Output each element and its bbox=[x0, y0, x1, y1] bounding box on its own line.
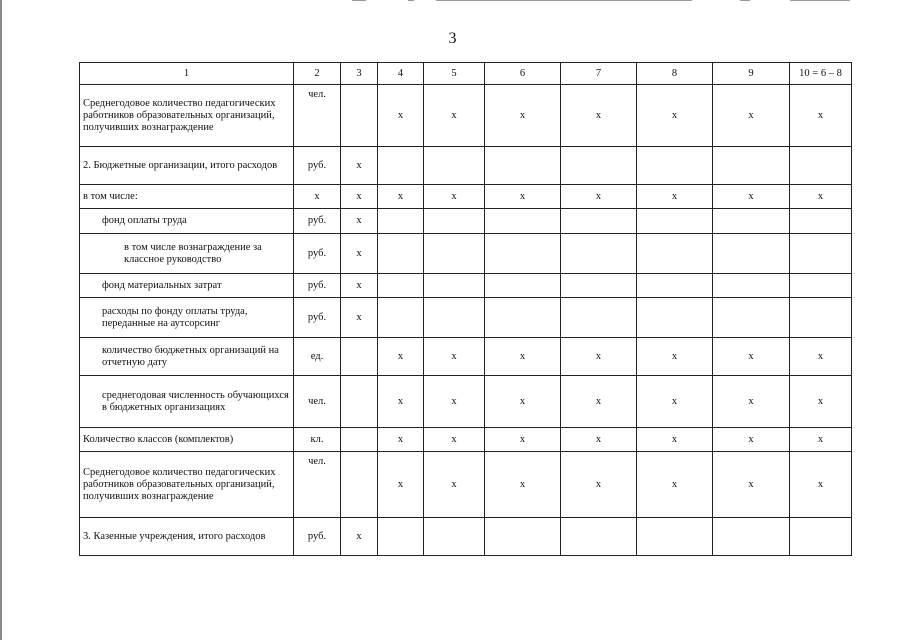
table-cell bbox=[485, 234, 561, 274]
table-cell: x bbox=[637, 185, 713, 209]
table-cell: x bbox=[341, 147, 378, 185]
table-row bbox=[80, 298, 852, 338]
table-cell: x bbox=[485, 338, 561, 376]
column-header: 4 bbox=[378, 63, 424, 85]
table-row bbox=[80, 274, 852, 298]
table-cell: x bbox=[485, 452, 561, 518]
row-unit: чел. bbox=[294, 376, 341, 428]
column-header: 6 bbox=[485, 63, 561, 85]
table-cell: x bbox=[561, 185, 637, 209]
table-cell: x bbox=[341, 274, 378, 298]
table-row bbox=[80, 234, 852, 274]
table-cell: x bbox=[637, 452, 713, 518]
row-label: фонд материальных затрат bbox=[80, 274, 294, 298]
table-cell: x bbox=[561, 452, 637, 518]
table-cell bbox=[790, 298, 852, 338]
table-cell: x bbox=[790, 428, 852, 452]
table-cell: x bbox=[561, 376, 637, 428]
column-header: 2 bbox=[294, 63, 341, 85]
table-cell bbox=[341, 376, 378, 428]
table-cell: x bbox=[713, 452, 790, 518]
table-cell bbox=[790, 274, 852, 298]
table-cell: x bbox=[790, 452, 852, 518]
table-cell bbox=[378, 234, 424, 274]
row-label: 3. Казенные учреждения, итого расходов bbox=[80, 518, 294, 556]
table-cell bbox=[424, 298, 485, 338]
table-cell bbox=[485, 209, 561, 234]
table-cell bbox=[424, 234, 485, 274]
row-label: расходы по фонду оплаты труда, переданные на аутсорсинг bbox=[80, 298, 294, 338]
table-cell: x bbox=[424, 452, 485, 518]
table-cell bbox=[637, 234, 713, 274]
row-unit: руб. bbox=[294, 274, 341, 298]
table-cell: x bbox=[713, 85, 790, 147]
table-cell: x bbox=[424, 85, 485, 147]
table-cell: x bbox=[378, 428, 424, 452]
table-cell: x bbox=[713, 428, 790, 452]
table-cell: x bbox=[713, 376, 790, 428]
row-unit: руб. bbox=[294, 209, 341, 234]
table-cell bbox=[637, 274, 713, 298]
table-cell: x bbox=[424, 376, 485, 428]
table-cell: x bbox=[790, 376, 852, 428]
table-cell: x bbox=[341, 298, 378, 338]
report-table bbox=[79, 62, 852, 556]
row-unit: кл. bbox=[294, 428, 341, 452]
table-cell bbox=[713, 209, 790, 234]
table-cell: x bbox=[790, 185, 852, 209]
table-cell bbox=[637, 147, 713, 185]
row-label: Среднегодовое количество педагогических работников образовательных организаций, получивших вознаграждение bbox=[80, 85, 294, 147]
table-cell bbox=[561, 209, 637, 234]
table-cell bbox=[378, 274, 424, 298]
table-cell: x bbox=[424, 338, 485, 376]
table-cell: x bbox=[637, 376, 713, 428]
column-header: 7 bbox=[561, 63, 637, 85]
table-cell bbox=[341, 428, 378, 452]
table-cell: x bbox=[485, 376, 561, 428]
table-cell: x bbox=[637, 85, 713, 147]
table-cell: x bbox=[378, 85, 424, 147]
table-cell bbox=[485, 147, 561, 185]
table-cell bbox=[424, 518, 485, 556]
scan-top-marks bbox=[0, 0, 905, 4]
table-cell bbox=[637, 518, 713, 556]
table-cell bbox=[790, 234, 852, 274]
row-unit: чел. bbox=[294, 85, 341, 147]
table-cell bbox=[561, 147, 637, 185]
table-cell: x bbox=[341, 518, 378, 556]
row-label: в том числе: bbox=[80, 185, 294, 209]
table-cell: x bbox=[790, 85, 852, 147]
row-unit: руб. bbox=[294, 298, 341, 338]
table-cell bbox=[378, 209, 424, 234]
table-cell bbox=[790, 518, 852, 556]
row-unit: руб. bbox=[294, 234, 341, 274]
table-cell: x bbox=[378, 185, 424, 209]
table-cell bbox=[713, 518, 790, 556]
table-cell bbox=[713, 147, 790, 185]
table-cell bbox=[378, 298, 424, 338]
row-label: фонд оплаты труда bbox=[80, 209, 294, 234]
table-cell bbox=[424, 147, 485, 185]
table-cell bbox=[424, 209, 485, 234]
row-label: в том числе вознаграждение за классное руководство bbox=[80, 234, 294, 274]
table-row bbox=[80, 376, 852, 428]
row-label: среднегодовая численность обучающихся в бюджетных организациях bbox=[80, 376, 294, 428]
table-row bbox=[80, 209, 852, 234]
row-unit: ед. bbox=[294, 338, 341, 376]
table-header-row bbox=[80, 63, 852, 85]
table-cell: x bbox=[561, 85, 637, 147]
table-cell: x bbox=[485, 428, 561, 452]
report-table-body bbox=[80, 63, 852, 556]
table-cell bbox=[561, 274, 637, 298]
table-cell bbox=[713, 298, 790, 338]
table-cell: x bbox=[341, 185, 378, 209]
table-cell: x bbox=[341, 209, 378, 234]
table-cell bbox=[713, 274, 790, 298]
table-cell: x bbox=[424, 185, 485, 209]
column-header: 8 bbox=[637, 63, 713, 85]
table-cell bbox=[485, 518, 561, 556]
row-unit: чел. bbox=[294, 452, 341, 518]
table-cell bbox=[378, 518, 424, 556]
row-unit: руб. bbox=[294, 518, 341, 556]
table-row bbox=[80, 147, 852, 185]
column-header: 9 bbox=[713, 63, 790, 85]
table-cell bbox=[341, 85, 378, 147]
table-cell: x bbox=[561, 338, 637, 376]
table-cell bbox=[341, 338, 378, 376]
table-row bbox=[80, 452, 852, 518]
table-cell: x bbox=[378, 376, 424, 428]
column-header: 10 = 6 – 8 bbox=[790, 63, 852, 85]
row-label: 2. Бюджетные организации, итого расходов bbox=[80, 147, 294, 185]
column-header: 3 bbox=[341, 63, 378, 85]
table-row bbox=[80, 85, 852, 147]
table-cell bbox=[790, 209, 852, 234]
table-cell bbox=[561, 518, 637, 556]
table-cell bbox=[561, 234, 637, 274]
table-cell bbox=[637, 298, 713, 338]
table-cell bbox=[561, 298, 637, 338]
table-row bbox=[80, 428, 852, 452]
table-cell: x bbox=[378, 452, 424, 518]
table-cell: x bbox=[561, 428, 637, 452]
row-unit: руб. bbox=[294, 147, 341, 185]
table-cell: x bbox=[485, 85, 561, 147]
table-cell: x bbox=[790, 338, 852, 376]
table-cell: x bbox=[485, 185, 561, 209]
table-cell: x bbox=[713, 185, 790, 209]
table-cell: x bbox=[637, 338, 713, 376]
row-label: Среднегодовое количество педагогических работников образовательных организаций, получивших вознаграждение bbox=[80, 452, 294, 518]
table-cell bbox=[341, 452, 378, 518]
page-number: 3 bbox=[448, 30, 457, 47]
table-cell: x bbox=[637, 428, 713, 452]
column-header: 5 bbox=[424, 63, 485, 85]
table-cell bbox=[713, 234, 790, 274]
table-cell: x bbox=[713, 338, 790, 376]
table-cell bbox=[485, 274, 561, 298]
table-cell: x bbox=[424, 428, 485, 452]
table-cell bbox=[485, 298, 561, 338]
table-row bbox=[80, 518, 852, 556]
table-cell bbox=[424, 274, 485, 298]
table-cell bbox=[378, 147, 424, 185]
table-row bbox=[80, 185, 852, 209]
table-cell: x bbox=[378, 338, 424, 376]
column-header: 1 bbox=[80, 63, 294, 85]
table-cell bbox=[637, 209, 713, 234]
row-unit: x bbox=[294, 185, 341, 209]
table-row bbox=[80, 338, 852, 376]
row-label: Количество классов (комплектов) bbox=[80, 428, 294, 452]
table-cell bbox=[790, 147, 852, 185]
table-cell: x bbox=[341, 234, 378, 274]
row-label: количество бюджетных организаций на отчетную дату bbox=[80, 338, 294, 376]
page-left-edge bbox=[0, 0, 2, 640]
